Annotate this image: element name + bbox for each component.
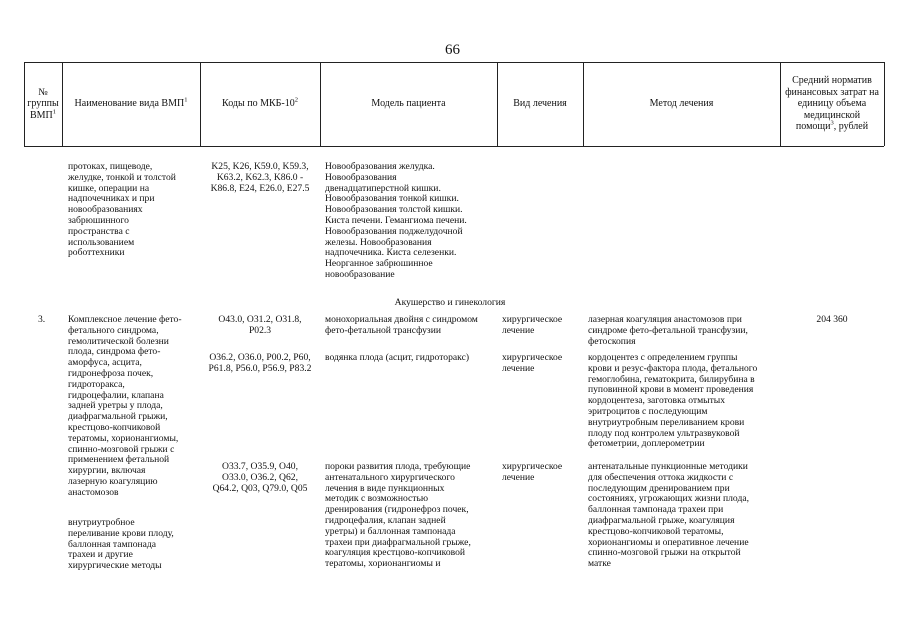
row-treatment-method: антенатальные пункционные методики для обеспечения оттока жидкости с последующим дренированием при состояниях, угрожающих жизни плода, баллонная тампонада трахеи при диафрагмальной грыже, коагуляция крестцово-копчиковой тератомы, хорионангиомы и оперативное лечение спинно-мозговой грыжи на открытой матке — [588, 461, 749, 570]
header-text: Метод лечения — [649, 98, 714, 110]
footnote-mark: 1 — [52, 108, 57, 116]
footnote-mark: 2 — [294, 96, 298, 104]
header-divider — [884, 62, 885, 146]
header-icd-codes — [200, 62, 320, 146]
section-title: Акушерство и гинекология — [394, 297, 506, 308]
header-bottom-border — [24, 146, 884, 147]
footnote-mark: 1 — [184, 96, 188, 104]
header-divider — [780, 62, 781, 146]
header-treatment-type — [497, 62, 583, 146]
row-treatment-method: лазерная коагуляция анастомозов при синдроме фето-фетальной трансфузии, фетоскопия — [588, 314, 748, 347]
row-icd-codes: O43.0, O31.2, O31.8, P02.3 — [218, 314, 302, 336]
page-number: 66 — [445, 42, 460, 58]
header-text: Вид лечения — [513, 98, 567, 110]
header-text: Средний норматив финансовых затрат на единицу объема медицинской помощи — [785, 75, 879, 133]
header-patient-model — [320, 62, 497, 146]
group-vmp-name-extra: внутриутробное переливание крови плоду, баллонная тампонада трахеи и другие хирургические методы — [68, 517, 174, 572]
header-text: Модель пациента — [371, 98, 446, 110]
header-text: Коды по МКБ-10 — [222, 98, 295, 110]
row-patient-model: водянка плода (асцит, гидроторакс) — [325, 352, 470, 363]
header-text: ВМП — [29, 109, 53, 121]
header-text: № — [38, 86, 48, 98]
continued-vmp-name: протоках, пищеводе, желудке, тонкой и толстой кишке, операции на надпочечниках и при новообразованиях забрюшинного пространства с использованием роботтехники — [68, 161, 176, 259]
group-number: 3. — [38, 314, 46, 325]
row-treatment-type: хирургическое лечение — [502, 352, 563, 374]
header-text: , рублей — [833, 121, 869, 133]
header-text: группы — [27, 98, 59, 110]
header-group-number — [24, 62, 62, 146]
row-patient-model: пороки развития плода, требующие антенатального хирургического лечения в виде пункционных методик с возможностью дренирования (гидронефроз почек, гидроцефалия, клапан задней уретры) и баллонная тампонада трахеи при диафрагмальной грыже, коагуляция крестцово-копчиковой тератомы, хорионангиомы и — [325, 461, 471, 570]
header-vmp-name — [62, 62, 200, 146]
continued-icd-codes: K25, K26, K59.0, K59.3, K63.2, K62.3, K86.0 - K86.8, E24, E26.0, E27.5 — [210, 161, 310, 194]
group-cost: 204 360 — [816, 314, 848, 325]
row-treatment-method: кордоцентез с определением группы крови и резус-фактора плода, фетального гемоглобина, гематокрита, билирубина в пуповинной крови в момент проведения кордоцентеза, заготовка отмытых эритроцитов с последующим внутриутробным переливанием крови плоду под контролем ультразвуковой фетометрии, доплерометрии — [588, 352, 758, 450]
continued-patient-model: Новообразования желудка. Новообразования двенадцатиперстной кишки. Новообразования тонкой кишки. Новообразования толстой кишки. Киста печени. Гемангиома печени. Новообразования поджелудочной железы. Новообразования надпочечника. Киста селезенки. Неорганное забрюшинное новообразование — [325, 161, 467, 280]
group-vmp-name: Комплексное лечение фето- фетального синдрома, гемолитической болезни плода, синдрома фето- аморфуса, асцита, гидронефроза почек, гидроторакса, гидроцефалии, клапана задней уретры у плода, диафрагмальной грыжи, крестцово-копчиковой тератомы, хорионангиомы, спинно-мозговой грыжи с применением фетальной хирургии, включая лазерную коагуляцию анастомозов — [68, 314, 182, 498]
row-treatment-type: хирургическое лечение — [502, 461, 563, 483]
header-treatment-method — [583, 62, 780, 146]
header-cost — [782, 62, 882, 146]
row-icd-codes: O33.7, O35.9, O40, O33.0, O36.2, Q62, Q64.2, Q03, Q79.0, Q05 — [212, 461, 308, 494]
footnote-mark: 3 — [830, 119, 834, 127]
header-text: Наименование вида ВМП — [74, 98, 185, 110]
row-patient-model: монохориальная двойня с синдромом фето-фетальной трансфузии — [325, 314, 478, 336]
row-treatment-type: хирургическое лечение — [502, 314, 563, 336]
row-icd-codes: O36.2, O36.0, P00.2, P60, P61.8, P56.0, P56.9, P83.2 — [208, 352, 312, 374]
